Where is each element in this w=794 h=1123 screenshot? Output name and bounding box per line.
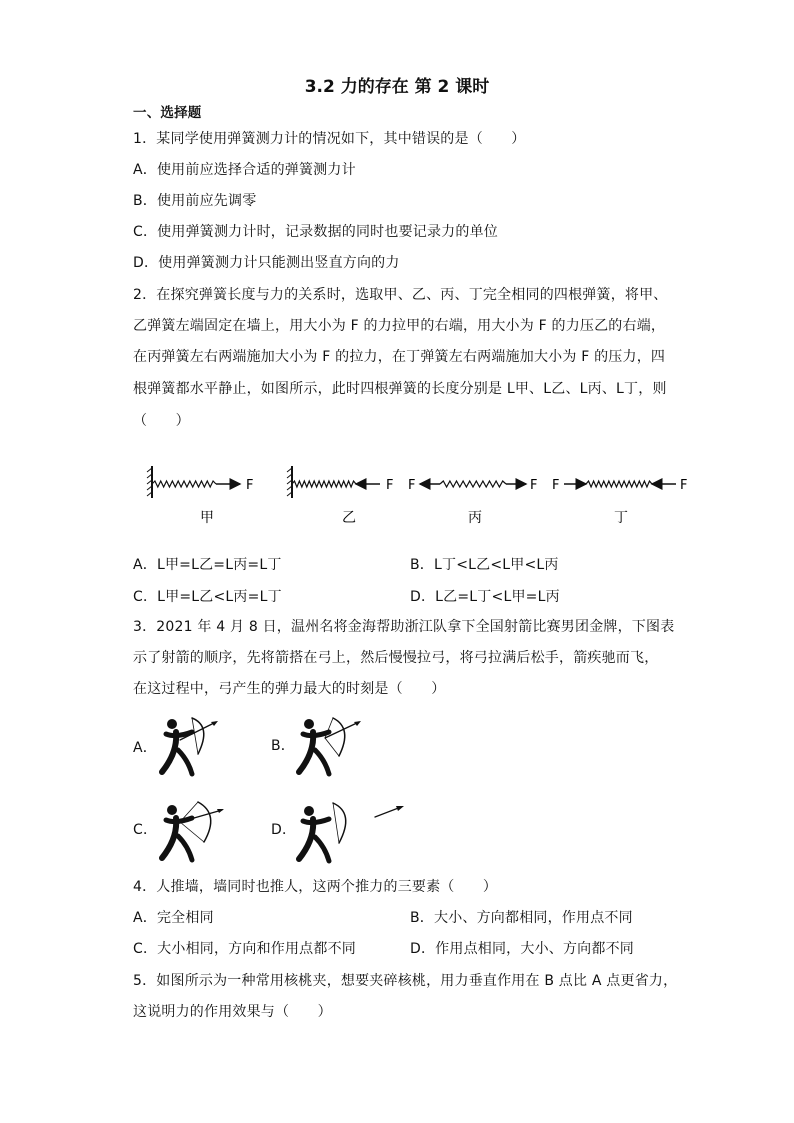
q2-option-d: D．L乙=L丁<L甲=L丙 [410, 589, 560, 605]
q2-stem-line-2: 乙弹簧左端固定在墙上，用大小为 F 的力拉甲的右端，用大小为 F 的力压乙的右端， [133, 318, 666, 334]
spring-yi-force-label: F [386, 478, 394, 493]
q3-stem-line-2: 示了射箭的顺序，先将箭搭在弓上，然后慢慢拉弓，将弓拉满后松手，箭疾驰而飞， [133, 650, 659, 666]
q4-option-a: A．完全相同 [133, 910, 214, 926]
q1-option-a: A．使用前应选择合适的弹簧测力计 [133, 162, 356, 178]
section-heading: 一、选择题 [133, 105, 202, 121]
q5-stem-line-1: 5．如图所示为一种常用核桃夹，想要夹碎核桃，用力垂直作用在 B 点比 A 点更省力， [133, 973, 678, 989]
spring-ding-force-left: F [552, 478, 560, 493]
q4-option-d: D．作用点相同，大小、方向都不同 [410, 941, 634, 957]
q3-stem-line-1: 3．2021 年 4 月 8 日，温州名将金海帮助浙江队拿下全国射箭比赛男团金牌，下图表 [133, 619, 675, 635]
q2-option-c: C．L甲=L乙<L丙=L丁 [133, 589, 282, 605]
spring-figure [140, 460, 700, 532]
spring-jia-force-label: F [246, 478, 254, 493]
spring-bing-force-right: F [530, 478, 538, 493]
spring-bing-label: 丙 [468, 510, 482, 526]
q3-stem-line-3: 在这过程中，弓产生的弹力最大的时刻是（ ） [133, 681, 446, 697]
q2-option-b: B．L丁<L乙<L甲<L丙 [410, 557, 559, 573]
archer-figure-d [295, 795, 415, 867]
q1-option-d: D．使用弹簧测力计只能测出竖直方向的力 [133, 255, 400, 271]
q2-stem-line-1: 2．在探究弹簧长度与力的关系时，选取甲、乙、丙、丁完全相同的四根弹簧，将甲、 [133, 287, 668, 303]
q3-option-a-label: A． [133, 740, 157, 756]
q2-stem-line-5: （ ） [133, 413, 190, 429]
spring-bing-force-left: F [408, 478, 416, 493]
q4-option-c: C．大小相同，方向和作用点都不同 [133, 941, 356, 957]
q1-option-b: B．使用前应先调零 [133, 193, 257, 209]
q4-stem: 4．人推墙，墙同时也推人，这两个推力的三要素（ ） [133, 879, 498, 895]
q5-stem-line-2: 这说明力的作用效果与（ ） [133, 1004, 332, 1020]
spring-bing [408, 478, 537, 526]
page-title: 3.2 力的存在 第 2 课时 [304, 77, 490, 97]
spring-ding-label: 丁 [614, 510, 628, 526]
q2-stem-line-4: 根弹簧都水平静止，如图所示，此时四根弹簧的长度分别是 L甲、L乙、L丙、L丁，则 [133, 381, 667, 397]
spring-yi-label: 乙 [342, 510, 356, 526]
spring-yi [287, 466, 393, 526]
spring-ding [552, 478, 687, 526]
q3-option-c-label: C． [133, 822, 158, 838]
q2-option-a: A．L甲=L乙=L丙=L丁 [133, 557, 282, 573]
q3-option-b-label: B． [271, 738, 296, 754]
q2-stem-line-3: 在丙弹簧左右两端施加大小为 F 的拉力，在丁弹簧左右两端施加大小为 F 的压力，四 [133, 349, 666, 365]
archer-figure-c [158, 798, 228, 866]
q3-option-d-label: D． [271, 822, 297, 838]
spring-jia-label: 甲 [200, 510, 214, 526]
spring-ding-force-right: F [680, 478, 688, 493]
q1-stem: 1．某同学使用弹簧测力计的情况如下，其中错误的是（ ） [133, 131, 526, 147]
q1-option-c: C．使用弹簧测力计时，记录数据的同时也要记录力的单位 [133, 224, 498, 240]
archer-figure-b [295, 712, 365, 780]
q4-option-b: B．大小、方向都相同，作用点不同 [410, 910, 633, 926]
spring-jia [147, 466, 253, 526]
archer-figure-a [158, 712, 228, 780]
